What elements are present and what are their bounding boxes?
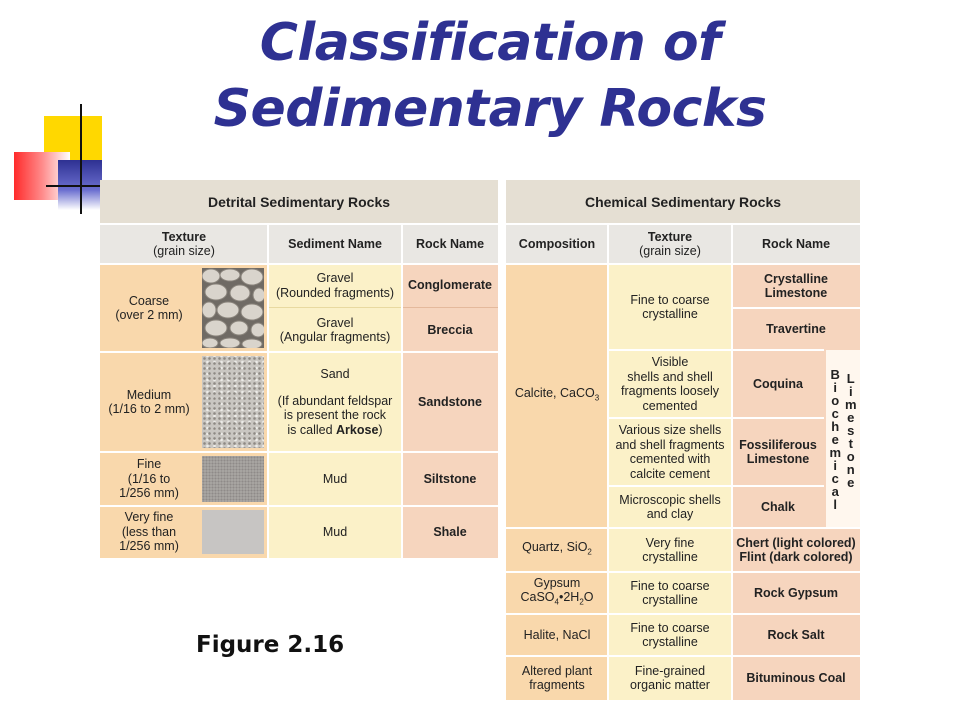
rock-line: Crystalline bbox=[764, 271, 828, 286]
rock-chert-flint bbox=[732, 528, 860, 572]
texture-veryfine-1: Very fine bbox=[124, 510, 174, 525]
detrital-col-texture-label: Texture bbox=[161, 229, 207, 244]
clay-swatch bbox=[202, 510, 264, 554]
calcite-label: Calcite, CaCO$_3$ bbox=[514, 386, 600, 403]
texture-line: Fine to coarse bbox=[630, 578, 710, 593]
texture-line: calcite cement bbox=[630, 466, 710, 481]
chemical-col-rock: Rock Name bbox=[732, 224, 860, 264]
composition-halite: Halite, NaCl bbox=[506, 614, 608, 656]
swatch-veryfine-cell bbox=[198, 506, 268, 558]
gypsum-formula: $CaSO_4•2H_2O$ bbox=[520, 590, 594, 607]
rock-sandstone: Sandstone bbox=[402, 352, 498, 452]
texture-line: crystalline bbox=[642, 550, 698, 564]
composition-calcite bbox=[506, 264, 608, 528]
texture-line: organic matter bbox=[630, 678, 710, 692]
texture-line: Various size shells bbox=[618, 423, 722, 437]
rock-line: Limestone bbox=[764, 286, 828, 300]
texture-medium-label: Medium bbox=[126, 387, 172, 402]
rock-bituminous-coal: Bituminous Coal bbox=[732, 656, 860, 700]
detrital-header: Detrital Sedimentary Rocks bbox=[100, 180, 498, 224]
rock-salt: Rock Salt bbox=[732, 614, 860, 656]
biochemical-vertical-label: B i o c h e m i c a l bbox=[829, 366, 841, 512]
rock-line: Limestone bbox=[746, 452, 810, 466]
biochemical-limestone-bracket bbox=[824, 350, 860, 528]
swatch-medium-cell bbox=[198, 352, 268, 452]
rock-chalk: Chalk bbox=[732, 486, 824, 528]
texture-line: Fine-grained bbox=[634, 663, 706, 678]
texture-medium bbox=[100, 352, 198, 452]
rock-line: Fossiliferous bbox=[739, 437, 817, 452]
rock-breccia: Breccia bbox=[402, 308, 498, 352]
logo-horizontal-line bbox=[46, 185, 106, 187]
composition-plant bbox=[506, 656, 608, 700]
detrital-col-texture bbox=[100, 224, 268, 264]
texture-line: Fine to coarse bbox=[630, 620, 710, 635]
sediment-mud-veryfine: Mud bbox=[268, 506, 402, 558]
texture-line: Microscopic shells bbox=[619, 492, 721, 507]
texture-medium-range: (1/16 to 2 mm) bbox=[108, 402, 190, 416]
rock-fossiliferous-limestone bbox=[732, 418, 824, 486]
texture-fine-coarse-crystalline-1 bbox=[608, 264, 732, 350]
texture-line: Visible bbox=[651, 355, 689, 369]
texture-line: crystalline bbox=[642, 593, 698, 607]
sediment-gravel-rounded bbox=[268, 264, 402, 308]
rock-shale: Shale bbox=[402, 506, 498, 558]
texture-very-fine-crystalline bbox=[608, 528, 732, 572]
chemical-header: Chemical Sedimentary Rocks bbox=[506, 180, 860, 224]
texture-line: and clay bbox=[646, 507, 694, 521]
rock-siltstone: Siltstone bbox=[402, 452, 498, 506]
sand-note-1: (If abundant feldspar bbox=[277, 393, 393, 408]
texture-veryfine-2: (less than bbox=[121, 524, 177, 539]
texture-organic bbox=[608, 656, 732, 700]
gravel-angular-label: Gravel bbox=[316, 315, 354, 330]
texture-line: fragments loosely bbox=[621, 384, 719, 398]
gravel-angular-desc: (Angular fragments) bbox=[279, 330, 391, 344]
composition-quartz bbox=[506, 528, 608, 572]
texture-coarse bbox=[100, 264, 198, 352]
gravel-rounded-label: Gravel bbox=[316, 271, 354, 285]
texture-fine-1: Fine bbox=[136, 457, 162, 472]
rock-line: Chert (light colored) bbox=[736, 535, 856, 550]
detrital-col-sediment: Sediment Name bbox=[268, 224, 402, 264]
quartz-label: Quartz, SiO$_2$ bbox=[522, 540, 592, 557]
chemical-col-texture-sub: (grain size) bbox=[639, 244, 701, 258]
sediment-mud-fine: Mud bbox=[268, 452, 402, 506]
silt-swatch bbox=[202, 456, 264, 502]
sediment-gravel-angular bbox=[268, 308, 402, 352]
detrital-col-texture-sub: (grain size) bbox=[153, 244, 215, 258]
rock-gypsum: Rock Gypsum bbox=[732, 572, 860, 614]
texture-various-shells bbox=[608, 418, 732, 486]
texture-line: cemented bbox=[642, 398, 698, 413]
texture-line: crystalline bbox=[642, 307, 698, 321]
rock-line: Flint (dark colored) bbox=[739, 550, 853, 564]
sand-note-2: is present the rock bbox=[283, 408, 387, 422]
detrital-col-rock: Rock Name bbox=[402, 224, 498, 264]
gravel-rounded-desc: (Rounded fragments) bbox=[275, 285, 395, 300]
texture-line: Very fine bbox=[645, 535, 695, 550]
rock-travertine: Travertine bbox=[732, 308, 860, 350]
title-line-2: Sedimentary Rocks bbox=[213, 79, 767, 139]
title-line-1: Classification of bbox=[259, 13, 721, 73]
texture-visible-shells bbox=[608, 350, 732, 418]
figure-caption: Figure 2.16 bbox=[196, 632, 345, 658]
gypsum-label: Gypsum bbox=[533, 575, 581, 590]
sand-swatch bbox=[202, 356, 264, 448]
texture-coarse-label: Coarse bbox=[128, 293, 170, 308]
plant-line: Altered plant bbox=[521, 663, 593, 678]
limestone-vertical-label: L i m e s t o n e bbox=[845, 370, 857, 490]
sand-note-3: is called Arkose) bbox=[287, 422, 383, 437]
rock-crystalline-limestone bbox=[732, 264, 860, 308]
composition-gypsum bbox=[506, 572, 608, 614]
texture-halite bbox=[608, 614, 732, 656]
rock-coquina: Coquina bbox=[732, 350, 824, 418]
texture-gypsum bbox=[608, 572, 732, 614]
page-title bbox=[0, 10, 960, 142]
sediment-sand bbox=[268, 352, 402, 452]
texture-line: Fine to coarse bbox=[630, 292, 710, 307]
texture-line: crystalline bbox=[642, 635, 698, 649]
texture-veryfine-3: 1/256 mm) bbox=[119, 539, 179, 554]
texture-line: shells and shell bbox=[627, 369, 713, 384]
chemical-col-texture bbox=[608, 224, 732, 264]
swatch-fine-cell bbox=[198, 452, 268, 506]
texture-fine-2: (1/16 to bbox=[127, 471, 171, 486]
swatch-coarse-cell bbox=[198, 264, 268, 352]
texture-coarse-range: (over 2 mm) bbox=[115, 308, 183, 322]
chemical-col-composition: Composition bbox=[506, 224, 608, 264]
texture-line: and shell fragments bbox=[615, 437, 725, 452]
arkose-term: Arkose bbox=[336, 422, 379, 437]
sand-label: Sand bbox=[320, 367, 350, 381]
texture-veryfine bbox=[100, 506, 198, 558]
texture-fine bbox=[100, 452, 198, 506]
texture-fine-3: 1/256 mm) bbox=[119, 486, 179, 501]
texture-line: cemented with bbox=[629, 452, 711, 466]
gravel-swatch bbox=[202, 268, 264, 348]
plant-line: fragments bbox=[529, 678, 585, 692]
texture-microscopic-shells bbox=[608, 486, 732, 528]
chemical-col-texture-label: Texture bbox=[647, 229, 693, 244]
rock-conglomerate: Conglomerate bbox=[402, 264, 498, 308]
